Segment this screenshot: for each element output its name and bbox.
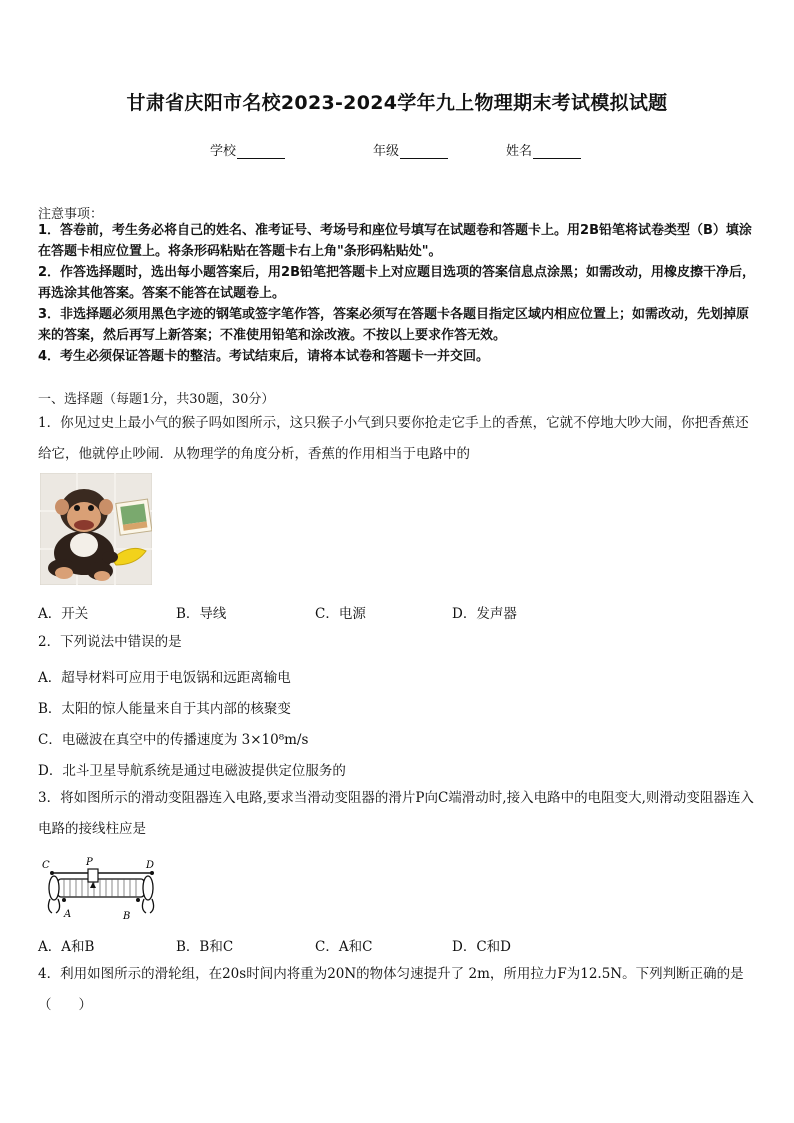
exam-title: 甘肃省庆阳市名校2023-2024学年九上物理期末考试模拟试题	[126, 92, 668, 114]
q3-option-c[interactable]: C．A和C	[315, 939, 373, 955]
q3-option-a[interactable]: A．A和B	[38, 939, 95, 955]
section-heading: 一、选择题（每题1分，共30题，30分）	[38, 392, 275, 407]
notice-item-1: 1．答卷前，考生务必将自己的姓名、准考证号、考场号和座位号填写在试题卷和答题卡上。用2B铅笔将试卷类型（B）填涂在答题卡相应位置上。将条形码粘贴在答题卡右上角"条形码粘贴处"。	[38, 223, 752, 259]
q2-option-a[interactable]: A．超导材料可应用于电饭锅和远距离输电	[38, 670, 291, 686]
question-1-stem: 1．你见过史上最小气的猴子吗如图所示，这只猴子小气到只要你抢走它手上的香蕉，它就不停地大吵大闹，你把香蕉还给它，他就停止吵闹．从物理学的角度分析，香蕉的作用相当于电路中的	[38, 415, 749, 462]
q3-option-b[interactable]: B．B和C	[176, 939, 234, 955]
label-b: B	[123, 911, 131, 921]
rheostat-diagram	[40, 855, 162, 921]
label-d: D	[146, 860, 155, 871]
q3-option-d[interactable]: D．C和D	[452, 939, 511, 955]
name-blank[interactable]	[533, 144, 581, 159]
grade-blank[interactable]	[400, 144, 448, 159]
name-field[interactable]	[506, 140, 581, 159]
q2-option-b[interactable]: B．太阳的惊人能量来自于其内部的核聚变	[38, 701, 291, 717]
notice-item-3: 3．非选择题必须用黑色字迹的钢笔或签字笔作答，答案必须写在答题卡各题目指定区域内相应位置上；如需改动，先划掉原来的答案，然后再写上新答案；不准使用铅笔和涂改液。不按以上要求作答无效。	[38, 307, 750, 343]
q1-option-c[interactable]: C．电源	[315, 606, 366, 622]
q2-option-d[interactable]: D．北斗卫星导航系统是通过电磁波提供定位服务的	[38, 763, 346, 779]
question-4-stem: 4．利用如图所示的滑轮组，在20s时间内将重为20N的物体匀速提升了 2m，所用拉力F为12.5N。下列判断正确的是（ ）	[38, 966, 744, 1013]
q1-option-a[interactable]: A．开关	[38, 606, 89, 622]
label-c: C	[42, 860, 50, 871]
notice-item-2: 2．作答选择题时，选出每小题答案后，用2B铅笔把答题卡上对应题目选项的答案信息点涂黑；如需改动，用橡皮擦干净后，再选涂其他答案。答案不能答在试题卷上。	[38, 265, 756, 301]
label-p: P	[86, 857, 93, 868]
notice-heading: 注意事项：	[38, 207, 104, 222]
grade-label: 年级	[373, 144, 400, 159]
question-2-stem: 2．下列说法中错误的是	[38, 634, 182, 650]
question-3-stem: 3．将如图所示的滑动变阻器连入电路,要求当滑动变阻器的滑片P向C端滑动时,接入电路中的电阻变大,则滑动变阻器连入电路的接线柱应是	[38, 790, 754, 837]
school-blank[interactable]	[237, 144, 285, 159]
school-field[interactable]	[210, 140, 285, 159]
notice-item-4: 4．考生必须保证答题卡的整洁。考试结束后，请将本试卷和答题卡一并交回。	[38, 349, 490, 364]
school-label: 学校	[210, 144, 237, 159]
grade-field[interactable]	[373, 140, 448, 159]
q1-option-d[interactable]: D．发声器	[452, 606, 517, 622]
q2-option-c[interactable]: C．电磁波在真空中的传播速度为 3×10⁸m/s	[38, 732, 309, 748]
q1-option-b[interactable]: B．导线	[176, 606, 227, 622]
label-a: A	[64, 909, 72, 920]
name-label: 姓名	[506, 144, 533, 159]
monkey-photo	[40, 473, 152, 585]
